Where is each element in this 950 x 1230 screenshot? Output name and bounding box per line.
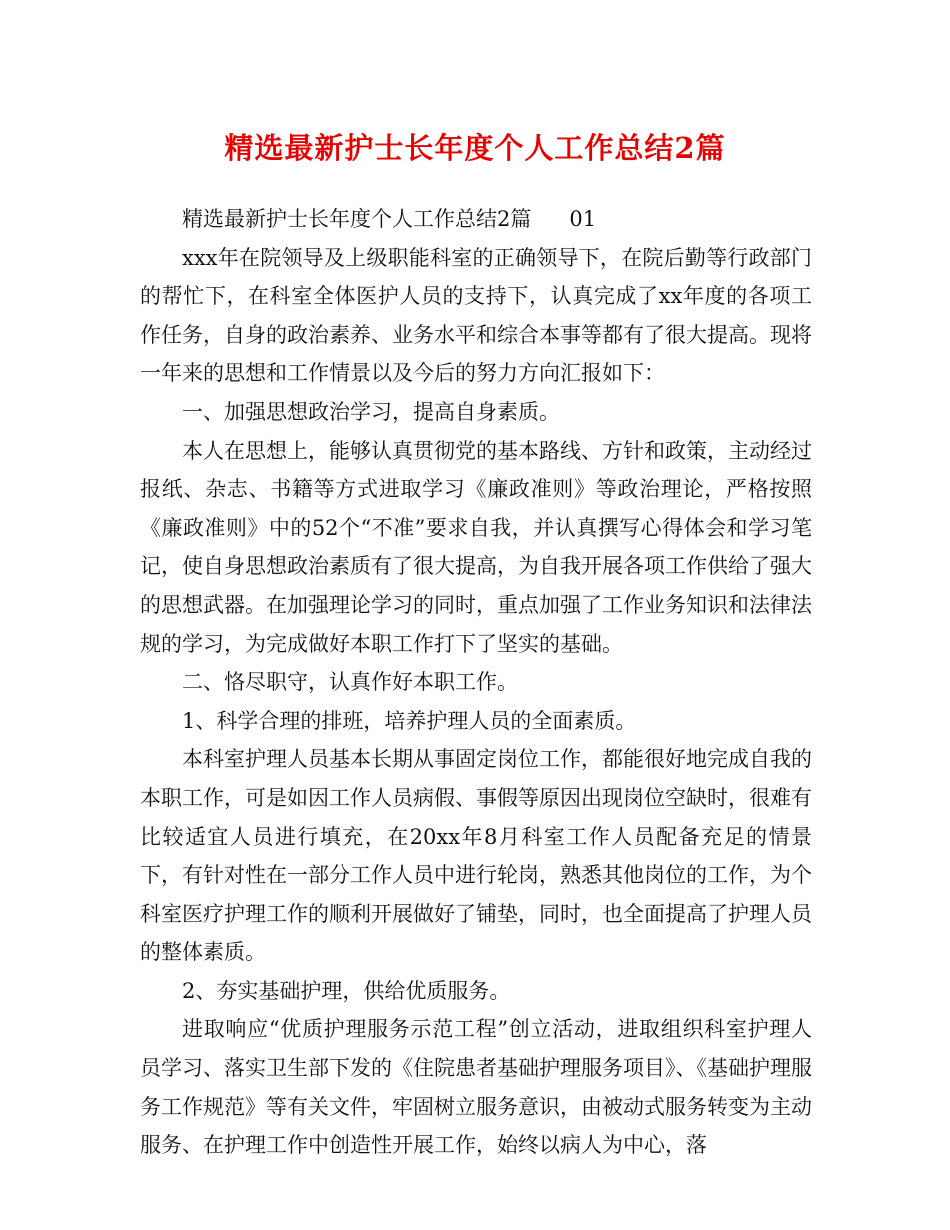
subtitle-number: 01 — [569, 207, 597, 231]
document-body — [140, 200, 812, 1165]
paragraph-subsection-2: 进取响应“优质护理服务示范工程”创立活动，进取组织科室护理人员学习、落实卫生部下发的《住院患者基础护理服务项目》、《基础护理服务工作规范》等有关文件，牢固树立服务意识，由被动式服务转变为主动服务、在护理工作中创造性开展工作，始终以病人为中心，落 — [140, 1017, 812, 1158]
paragraph-section-1: 本人在思想上，能够认真贯彻党的基本路线、方针和政策，主动经过报纸、杂志、书籍等方式进取学习《廉政准则》等政治理论，严格按照《廉政准则》中的52个“不准”要求自我，并认真撰写心得体会和学习笔记，使自身思想政治素质有了很大提高，为自我开展各项工作供给了强大的思想武器。在加强理论学习的同时，重点加强了工作业务知识和法律法规的学习，为完成做好本职工作打下了坚实的基础。 — [140, 438, 812, 656]
subsection-heading-1: 1、科学合理的排班，培养护理人员的全面素质。 — [182, 708, 637, 733]
section-heading-2: 二、恪尽职守，认真作好本职工作。 — [182, 670, 518, 695]
paragraph-intro: xxx年在院领导及上级职能科室的正确领导下，在院后勤等行政部门的帮忙下，在科室全体医护人员的支持下，认真完成了xx年度的各项工作任务，自身的政治素养、业务水平和综合本事等都有了很大提高。现将一年来的思想和工作情景以及今后的努力方向汇报如下： — [140, 245, 812, 386]
document-subtitle — [140, 200, 812, 239]
subsection-heading-2: 2、夯实基础护理，供给优质服务。 — [182, 978, 511, 1003]
paragraph-subsection-1: 本科室护理人员基本长期从事固定岗位工作，都能很好地完成自我的本职工作，可是如因工作人员病假、事假等原因出现岗位空缺时，很难有比较适宜人员进行填充，在20xx年8月科室工作人员配备充足的情景下，有针对性在一部分工作人员中进行轮岗，熟悉其他岗位的工作，为个科室医疗护理工作的顺利开展做好了铺垫，同时，也全面提高了护理人员的整体素质。 — [140, 747, 812, 965]
document-title: 精选最新护士长年度个人工作总结2篇 — [224, 131, 726, 165]
section-heading-1: 一、加强思想政治学习，提高自身素质。 — [182, 399, 560, 424]
subtitle-text: 精选最新护士长年度个人工作总结2篇 — [182, 207, 532, 231]
